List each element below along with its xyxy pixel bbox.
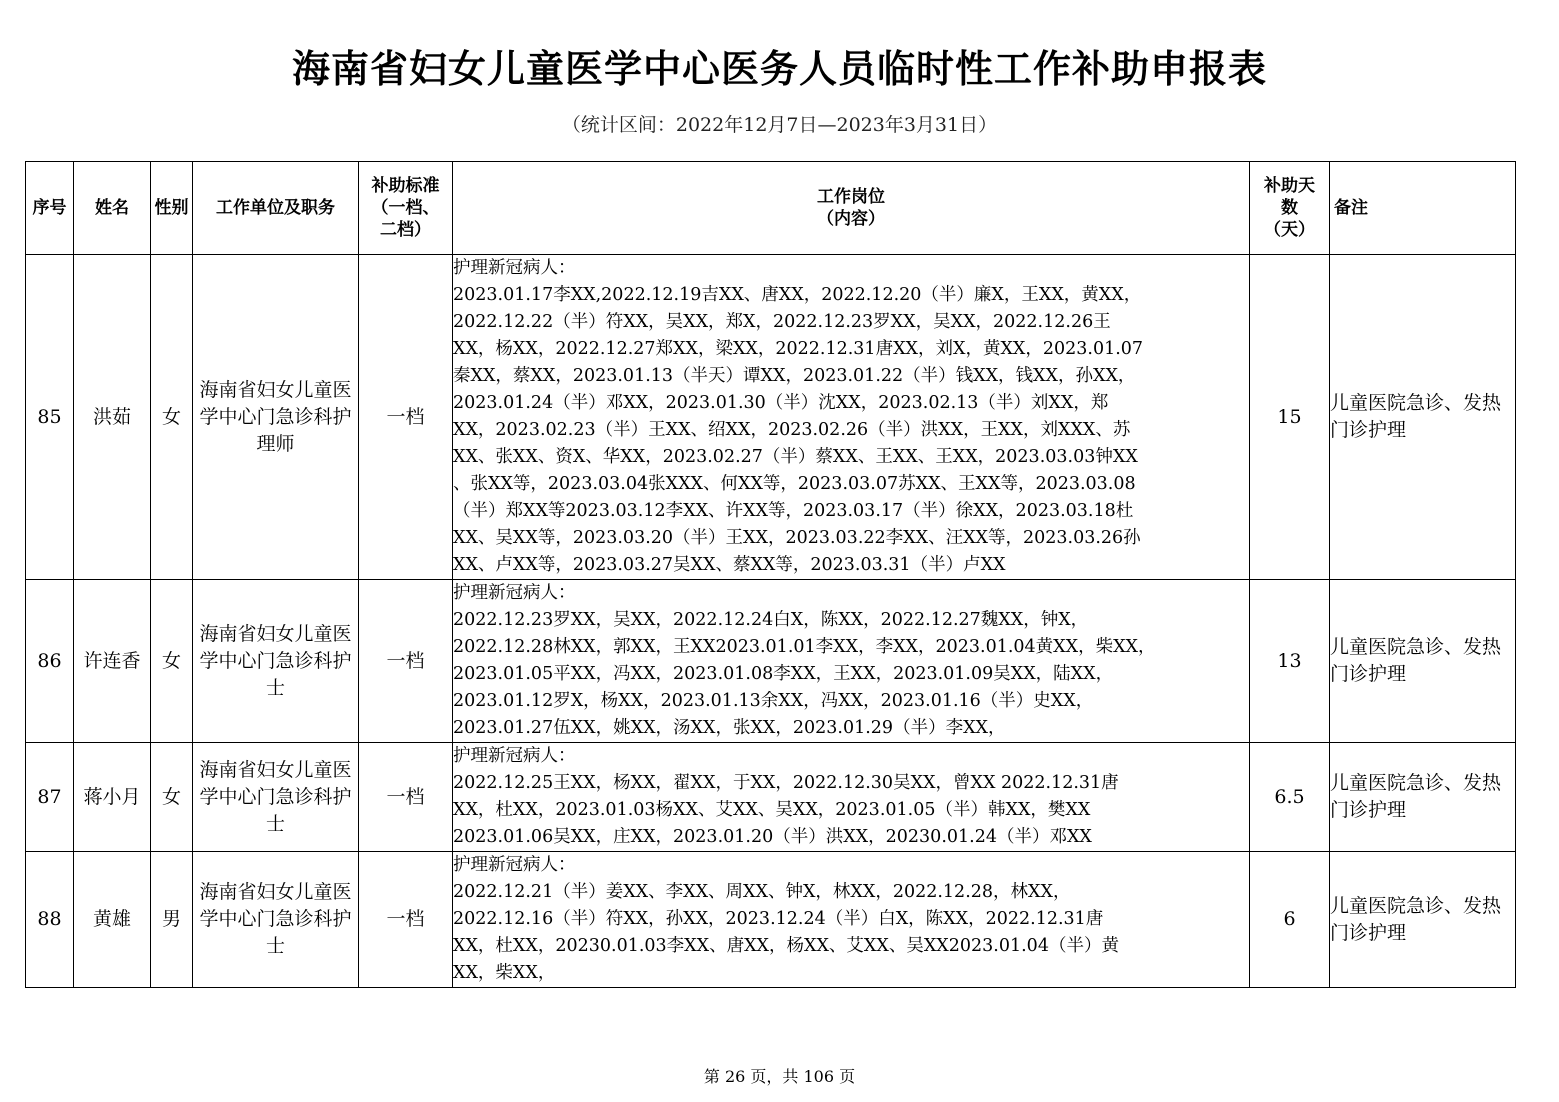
header-days: 补助天 数 （天） — [1250, 162, 1330, 255]
cell-gender: 女 — [151, 255, 193, 580]
header-note: 备注 — [1330, 162, 1516, 255]
page-footer: 第 26 页，共 106 页 — [703, 1067, 856, 1086]
cell-unit: 海南省妇女儿童医学中心门急诊科护士 — [193, 743, 359, 852]
cell-note: 儿童医院急诊、发热门诊护理 — [1330, 255, 1516, 580]
cell-name: 洪茹 — [74, 255, 151, 580]
cell-days: 15 — [1250, 255, 1330, 580]
cell-no: 88 — [26, 852, 74, 988]
cell-note: 儿童医院急诊、发热门诊护理 — [1330, 580, 1516, 743]
header-row — [26, 162, 1516, 255]
cell-name: 黄雄 — [74, 852, 151, 988]
cell-no: 85 — [26, 255, 74, 580]
cell-unit: 海南省妇女儿童医学中心门急诊科护士 — [193, 580, 359, 743]
header-unit: 工作单位及职务 — [193, 162, 359, 255]
cell-gender: 女 — [151, 743, 193, 852]
cell-content: 护理新冠病人： 2023.01.17李XX,2022.12.19吉XX、唐XX，2022.12.20（半）廉X，王XX，黄XX， 2022.12.22（半）符XX，吴XX，郑X，2022.12.23罗XX，吴XX，2022.12.26王 XX，杨XX，2022.12.27郑XX，梁XX，2022.12.31唐XX，刘X，黄XX，2023.01.07 秦XX，蔡XX，2023.01.13（半天）谭XX，2023.01.22（半）钱XX，钱XX，孙XX， 2023.01.24（半）邓XX，2023.01.30（半）沈XX，2023.02.13（半）刘XX，郑 XX，2023.02.23（半）王XX、绍XX，2023.02.26（半）洪XX，王XX，刘XXX、苏 XX、张XX、资X、华XX，2023.02.27（半）蔡XX、王XX、王XX，2023.03.03钟XX 、张XX等，2023.03.04张XXX、何XX等，2023.03.07苏XX、王XX等，2023.03.08 （半）郑XX等2023.03.12李XX、许XX等，2023.03.17（半）徐XX，2023.03.18杜 XX、吴XX等，2023.03.20（半）王XX，2023.03.22李XX、汪XX等，2023.03.26孙 XX、卢XX等，2023.03.27吴XX、蔡XX等，2023.03.31（半）卢XX — [453, 255, 1250, 580]
cell-standard: 一档 — [359, 743, 453, 852]
cell-standard: 一档 — [359, 580, 453, 743]
subsidy-table — [25, 161, 1516, 988]
cell-note: 儿童医院急诊、发热门诊护理 — [1330, 743, 1516, 852]
cell-days: 13 — [1250, 580, 1330, 743]
cell-no: 86 — [26, 580, 74, 743]
page-subtitle: （统计区间：2022年12月7日—2023年3月31日） — [561, 114, 998, 136]
cell-standard: 一档 — [359, 852, 453, 988]
table-row — [26, 580, 1516, 743]
cell-gender: 男 — [151, 852, 193, 988]
cell-no: 87 — [26, 743, 74, 852]
cell-days: 6.5 — [1250, 743, 1330, 852]
header-content: 工作岗位 （内容） — [453, 162, 1250, 255]
table-row — [26, 743, 1516, 852]
cell-name: 许连香 — [74, 580, 151, 743]
cell-name: 蒋小月 — [74, 743, 151, 852]
cell-days: 6 — [1250, 852, 1330, 988]
cell-note: 儿童医院急诊、发热门诊护理 — [1330, 852, 1516, 988]
cell-standard: 一档 — [359, 255, 453, 580]
page-title: 海南省妇女儿童医学中心医务人员临时性工作补助申报表 — [291, 47, 1267, 91]
table-row — [26, 255, 1516, 580]
header-standard: 补助标准 （一档、 二档） — [359, 162, 453, 255]
cell-content: 护理新冠病人： 2022.12.23罗XX，吴XX，2022.12.24白X，陈XX，2022.12.27魏XX，钟X， 2022.12.28林XX，郭XX，王XX2023.01.01李XX，李XX，2023.01.04黄XX，柴XX， 2023.01.05平XX，冯XX，2023.01.08李XX，王XX，2023.01.09吴XX，陆XX， 2023.01.12罗X，杨XX，2023.01.13余XX，冯XX，2023.01.16（半）史XX， 2023.01.27伍XX，姚XX，汤XX，张XX，2023.01.29（半）李XX， — [453, 580, 1250, 743]
header-name: 姓名 — [74, 162, 151, 255]
cell-unit: 海南省妇女儿童医学中心门急诊科护理师 — [193, 255, 359, 580]
table-row — [26, 852, 1516, 988]
header-no: 序号 — [26, 162, 74, 255]
cell-unit: 海南省妇女儿童医学中心门急诊科护士 — [193, 852, 359, 988]
cell-content: 护理新冠病人： 2022.12.21（半）姜XX、李XX、周XX、钟X，林XX，2022.12.28，林XX， 2022.12.16（半）符XX，孙XX，2023.12.24（半）白X，陈XX，2022.12.31唐 XX，杜XX，20230.01.03李XX、唐XX，杨XX、艾XX、吴XX2023.01.04（半）黄 XX，柴XX， — [453, 852, 1250, 988]
cell-content: 护理新冠病人： 2022.12.25王XX，杨XX，翟XX，于XX，2022.12.30吴XX，曾XX 2022.12.31唐 XX，杜XX，2023.01.03杨XX、艾XX、吴XX，2023.01.05（半）韩XX，樊XX 2023.01.06吴XX，庄XX，2023.01.20（半）洪XX，20230.01.24（半）邓XX — [453, 743, 1250, 852]
cell-gender: 女 — [151, 580, 193, 743]
header-gender: 性别 — [151, 162, 193, 255]
